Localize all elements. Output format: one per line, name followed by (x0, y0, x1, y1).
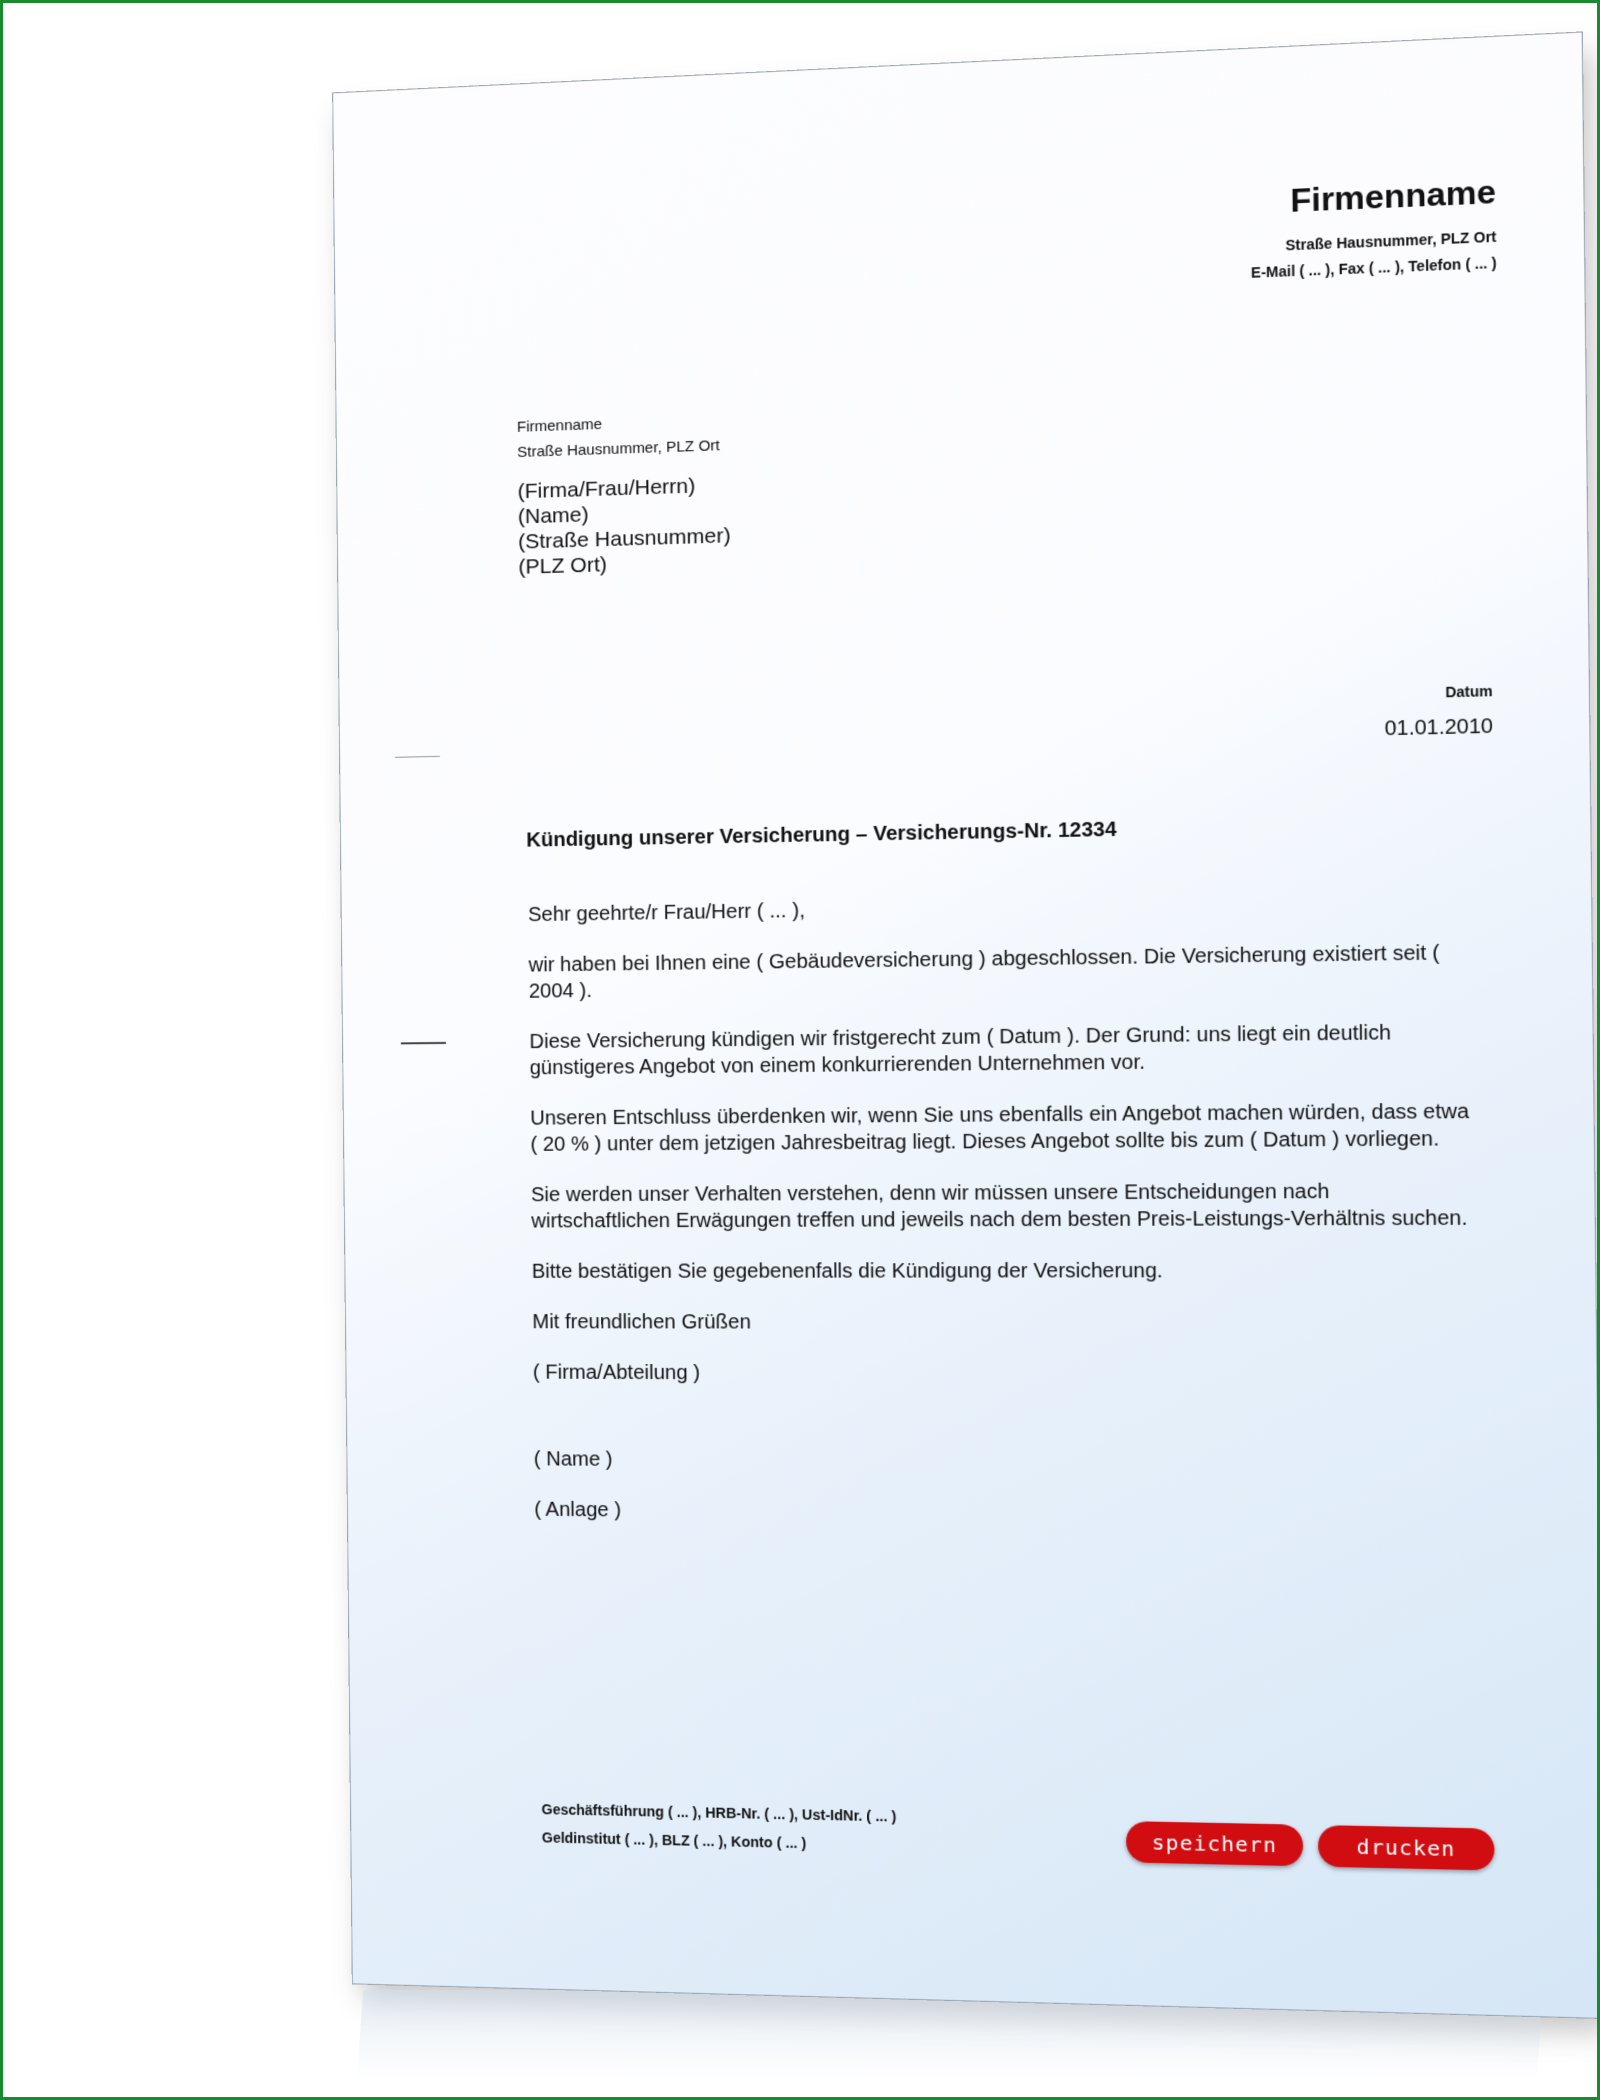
footer-line-2: Geldinstitut ( ... ), BLZ ( ... ), Konto ( ... ) (541, 1829, 807, 1852)
letter-footer (541, 1795, 896, 1859)
paragraph: Unseren Entschluss überdenken wir, wenn Sie uns ebenfalls ein Angebot machen würden, dass etwa ( 20 % ) unter dem jetzigen Jahresbeitrag liegt. Dieses Angebot sollte bis zum ( Datum ) vorliegen. (530, 1100, 1470, 1156)
date-label: Datum (1445, 682, 1493, 701)
print-button[interactable]: drucken (1318, 1825, 1495, 1870)
fold-mark (395, 756, 440, 758)
recipient-line-1: (Firma/Frau/Herrn) (517, 474, 696, 504)
recipient-line-2: (Name) (517, 503, 589, 529)
letterhead (1250, 173, 1497, 281)
department: ( Firma/Abteilung ) (532, 1361, 701, 1385)
save-button[interactable]: speichern (1126, 1821, 1303, 1866)
paragraph: Diese Versicherung kündigen wir fristgerecht zum ( Datum ). Der Grund: uns liegt ein deutlich günstigeres Angebot von einem konkurrierenden Unternehmen vor. (529, 1021, 1392, 1080)
letterhead-contact: E-Mail ( ... ), Fax ( ... ), Telefon ( ... ) (1250, 254, 1497, 281)
sender-line (517, 408, 720, 466)
salutation: Sehr geehrte/r Frau/Herr ( ... ), (527, 899, 806, 927)
sender-company: Firmenname (516, 415, 603, 436)
paragraph: Sie werden unser Verhalten verstehen, denn wir müssen unsere Entscheidungen nach wirtschaftlichen Erwägungen treffen und jeweils nach dem besten Preis-Leistungs-Verhältnis suchen. (530, 1180, 1468, 1233)
punch-mark (401, 1042, 446, 1044)
letterhead-street: Straße Hausnummer, PLZ Ort (1285, 228, 1497, 254)
signer-name: ( Name ) (533, 1448, 613, 1471)
date-value: 01.01.2010 (1384, 715, 1494, 741)
recipient-line-4: (PLZ Ort) (518, 553, 608, 579)
recipient-address (517, 472, 731, 580)
recipient-line-3: (Straße Hausnummer) (518, 523, 731, 554)
letterhead-company: Firmenname (1290, 172, 1497, 220)
paragraph: Bitte bestätigen Sie gegebenenfalls die Kündigung der Versicherung. (531, 1259, 1163, 1283)
letter-body (528, 887, 1478, 1556)
paragraph: wir haben bei Ihnen eine ( Gebäudeversicherung ) abgeschlossen. Die Versicherung existiert seit ( 2004 ). (528, 941, 1440, 1003)
subject-line: Kündigung unserer Versicherung – Versicherungs-Nr. 12334 (526, 818, 1117, 852)
footer-line-1: Geschäftsführung ( ... ), HRB-Nr. ( ... ), Ust-IdNr. ( ... ) (541, 1801, 897, 1825)
attachment: ( Anlage ) (534, 1498, 622, 1522)
letter-page (332, 31, 1600, 2019)
closing: Mit freundlichen Grüßen (532, 1311, 752, 1334)
sender-street: Straße Hausnummer, PLZ Ort (517, 437, 720, 462)
